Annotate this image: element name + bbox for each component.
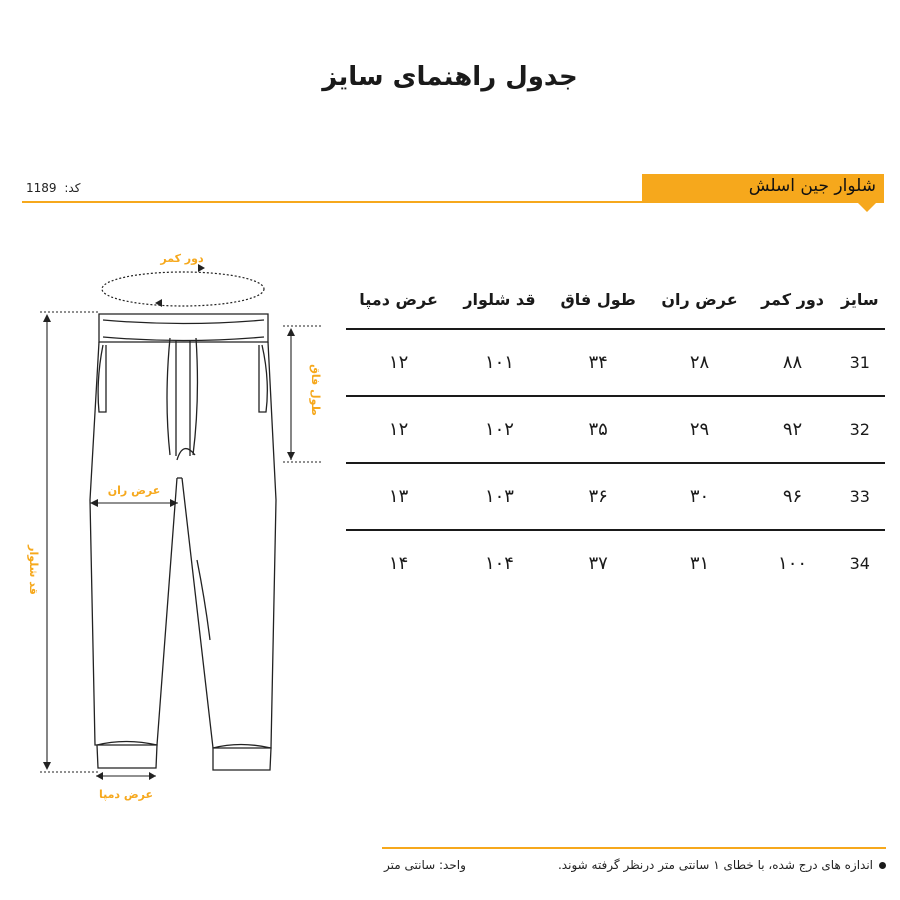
header-size: سایز [840,289,879,309]
hem-label: عرض دمپا [98,788,154,801]
cell-thigh: ۳۱ [648,530,750,596]
cell-hem: ۱۲ [346,329,451,396]
cell-thigh: ۲۹ [648,396,750,463]
footnote-text: اندازه های درج شده، با خطای ۱ سانتی متر درنظر گرفته شوند. [557,858,873,872]
table-row [346,530,885,596]
cell-rise: ۳۷ [548,530,649,596]
thigh-measure [90,484,178,507]
cell-waist: ۸۸ [751,329,835,396]
thigh-label: عرض ران [107,484,161,497]
cell-rise: ۳۵ [548,396,649,463]
cell-rise: ۳۶ [548,463,649,530]
table-header-row [346,270,885,329]
header-thigh: عرض ران [661,289,738,309]
footnote [558,858,886,872]
cell-rise: ۳۴ [548,329,649,396]
cell-size: 31 [835,329,885,396]
cell-waist: ۹۲ [751,396,835,463]
pants-diagram [0,230,340,810]
waist-label: دور کمر [160,252,204,265]
length-label: قد شلوار [27,545,40,595]
rise-measure [283,326,322,462]
table-row [346,396,885,463]
cell-length: ۱۰۴ [451,530,548,596]
header-length: قد شلوار [463,289,536,309]
table-row [346,329,885,396]
rise-label: طول فاق [309,364,322,416]
header-hem: عرض دمپا [359,289,438,309]
pants-outline [90,314,276,770]
size-table [346,270,885,596]
unit-note: واحد: سانتی متر [384,858,466,872]
cell-thigh: ۲۸ [648,329,750,396]
header-divider [22,201,642,203]
header-waist: دور کمر [761,289,825,309]
cell-size: 34 [835,530,885,596]
waist-measure [102,252,264,307]
cell-size: 32 [835,396,885,463]
hem-measure [96,772,156,801]
product-name: شلوار جین اسلش [748,176,876,196]
cell-length: ۱۰۲ [451,396,548,463]
cell-hem: ۱۴ [346,530,451,596]
header-rise: طول فاق [560,289,636,309]
page-title: جدول راهنمای سایز [322,62,578,92]
product-code [24,181,82,195]
cell-hem: ۱۲ [346,396,451,463]
cell-hem: ۱۳ [346,463,451,530]
header-notch [858,203,876,212]
footer-divider [382,847,886,849]
cell-length: ۱۰۱ [451,329,548,396]
bullet-icon [879,862,886,869]
length-measure [27,312,98,772]
cell-size: 33 [835,463,885,530]
product-code-value: 1189 [26,181,57,195]
product-code-label: کد: [64,181,81,195]
cell-waist: ۹۶ [751,463,835,530]
cell-length: ۱۰۳ [451,463,548,530]
cell-waist: ۱۰۰ [751,530,835,596]
table-row [346,463,885,530]
cell-thigh: ۳۰ [648,463,750,530]
